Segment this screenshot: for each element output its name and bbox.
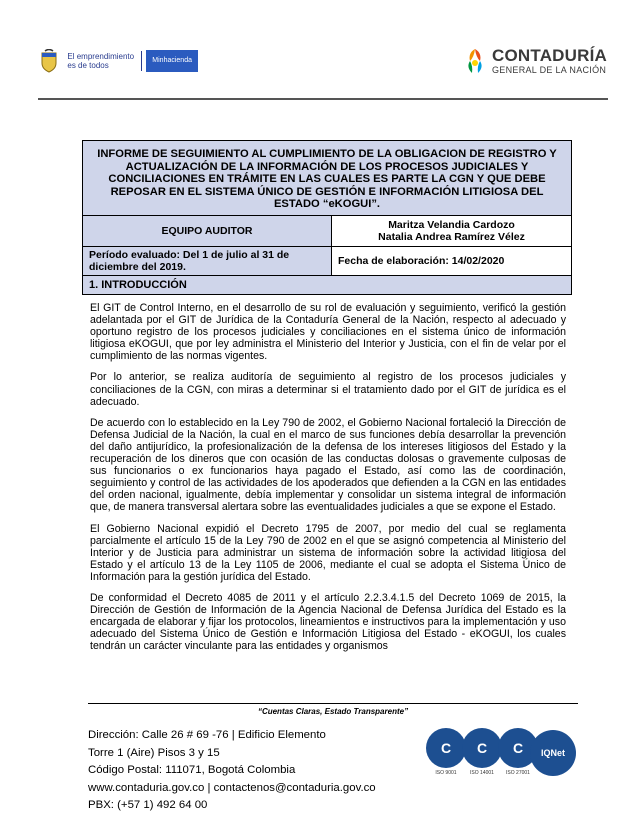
cgn-flower-icon bbox=[462, 45, 488, 77]
certification-label: ISO 27001 bbox=[506, 770, 530, 776]
address-line: Torre 1 (Aire) Pisos 3 y 15 bbox=[88, 746, 220, 759]
contact-block bbox=[88, 727, 408, 815]
certification-seal-icon: C bbox=[462, 728, 502, 768]
certification-seal-icon: C bbox=[426, 728, 466, 768]
phone-line: PBX: (+57 1) 492 64 00 bbox=[88, 799, 208, 811]
iqnet-seal: IQNet bbox=[530, 730, 576, 776]
footer-motto: “Cuentas Claras, Estado Transparente” bbox=[257, 707, 409, 716]
audit-team-label: EQUIPO AUDITOR bbox=[83, 216, 332, 246]
paragraph: El Gobierno Nacional expidió el Decreto 1795 de 2007, por medio del cual se reglamenta parcialmente el artículo 15 de la Ley 790 de 2002 en el que se asignó competencia al Ministerio del Interior y de Justicia para administrar un sistema de información sobre la actividad litigiosa del Estado y el artículo 13 de la Ley 1105 de 2006, mediante el cual se adopta el Sistema Único de Información para la gestión jurídica del Estado. bbox=[90, 522, 566, 583]
footer-divider bbox=[88, 703, 578, 704]
paragraph: De conformidad el Decreto 4085 de 2011 y el artículo 2.2.3.4.1.5 del Decreto 1069 de 2015, la Dirección de Gestión de Información de la Agencia Nacional de Defensa Jurídica del Estado es la encargada de elaborar y fijar los protocolos, lineamientos e instructivos para la implementación y uso adecuado del Sistema Único de Gestión e Información Litigiosa del Estado - eKOGUI, los cuales tendrán un carácter vinculante para las entidades y organismos bbox=[90, 591, 566, 653]
report-body bbox=[90, 302, 566, 661]
cgn-subtitle: GENERAL DE LA NACIÓN bbox=[492, 64, 607, 75]
report-header-table bbox=[82, 140, 572, 295]
government-logo bbox=[38, 46, 198, 76]
postal-line: Código Postal: 111071, Bogotá Colombia bbox=[88, 764, 296, 776]
paragraph: De acuerdo con lo establecido en la Ley 790 de 2002, el Gobierno Nacional fortaleció la Dirección de Defensa Judicial de la Nación, la cual en el marco de sus funciones debía desarrollar la prevención del daño antijurídico, la profesionalización de la defensa de los intereses litigiosos del Estado y la recuperación de los dineros que con ocasión de las conductas dolosas o gravemente culposas de sus funcionarios o ex funcionarios haya pagado el Estado, así como las de coordinación, seguimiento y control de las actividades de los apoderados que defienden a la CGN en las entidades del orden nacional, igualmente, debía implementar y consolidar un sistema integral de información que, de manera transversal alertara sobre las eventualidades judiciales a que se expone el Estado. bbox=[90, 416, 566, 514]
elaboration-date: Fecha de elaboración: 14/02/2020 bbox=[332, 247, 571, 275]
web-email-line: www.contaduria.gov.co | contactenos@contaduria.gov.co bbox=[88, 781, 376, 794]
evaluation-period: Período evaluado: Del 1 de julio al 31 de diciembre del 2019. bbox=[83, 247, 332, 275]
certification-label: ISO 9001 bbox=[435, 770, 457, 776]
government-slogan: El emprendimiento es de todos bbox=[67, 52, 135, 70]
report-title: INFORME DE SEGUIMIENTO AL CUMPLIMIENTO DE LA OBLIGACION DE REGISTRO Y ACTUALIZACIÓN DE LA INFORMACIÓN DE LOS PROCESOS JUDICIALES Y CONCILIACIONES EN TRÁMITE EN LAS CUALES ES PARTE LA CGN Y QUE DEBE REPOSAR EN EL SISTEMA ÚNICO DE GESTIÓN E INFORMACIÓN LITIGIOSA DEL ESTADO “eKOGUI”. bbox=[83, 141, 571, 215]
paragraph: El GIT de Control Interno, en el desarrollo de su rol de evaluación y seguimiento, verificó la gestión adelantada por el GIT de Jurídica de la Contaduría General de la Nación, respecto al adecuado y oportuno registro de los procesos judiciales y conciliaciones en el sistema único de información litigiosa eKOGUI, que por ley administra el Ministerio del Interior y Justicia, con el fin de velar por el cumplimiento de las normas vigentes. bbox=[90, 302, 566, 363]
address-line: Dirección: Calle 26 # 69 -76 | Edificio Elemento bbox=[88, 729, 326, 741]
certification-seal-icon: C bbox=[498, 728, 538, 768]
cgn-name: CONTADURÍA bbox=[492, 45, 608, 65]
auditor-name: Natalia Andrea Ramírez Vélez bbox=[378, 231, 525, 243]
ministry-badge: Minhacienda bbox=[146, 50, 198, 72]
cgn-logo bbox=[462, 44, 612, 78]
auditors-cell bbox=[332, 216, 571, 246]
coat-of-arms-icon bbox=[38, 48, 59, 74]
logo-separator bbox=[141, 51, 142, 71]
certification-label: ISO 14001 bbox=[470, 770, 494, 776]
section-heading-introduction: 1. INTRODUCCIÓN bbox=[83, 276, 571, 294]
header-divider bbox=[38, 98, 608, 100]
paragraph: Por lo anterior, se realiza auditoría de seguimiento al registro de los procesos judiciales y conciliaciones de la CGN, con miras a determinar si el tratamiento dado por el GIT de jurídica es el adecuado. bbox=[90, 371, 566, 408]
auditor-name: Maritza Velandia Cardozo bbox=[388, 219, 515, 231]
